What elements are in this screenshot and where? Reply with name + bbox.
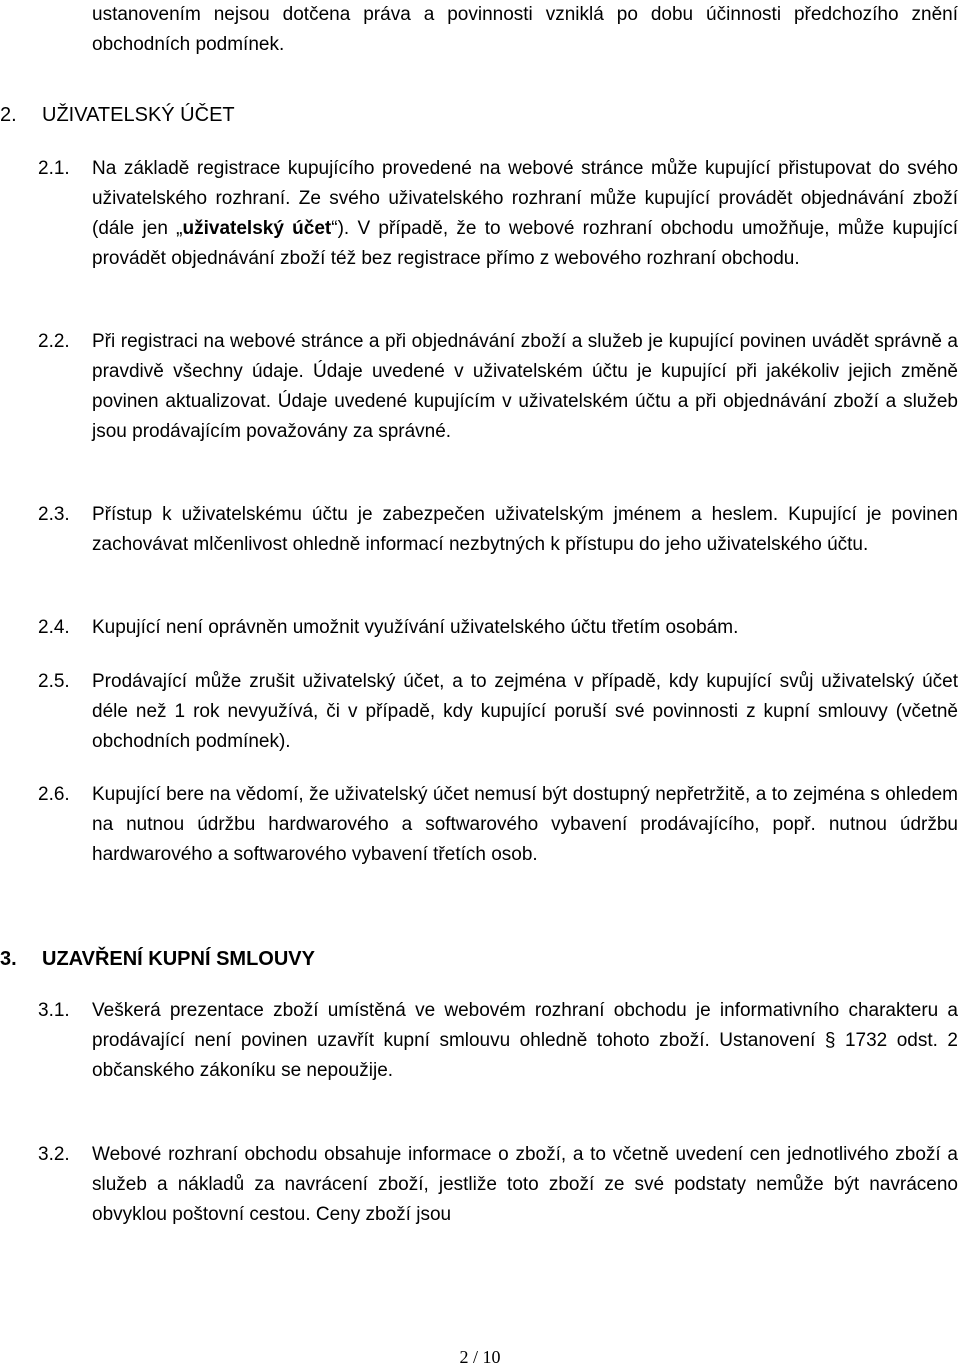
paragraph-number: 2.5.: [38, 671, 70, 692]
paragraph-text: Kupující bere na vědomí, že uživatelský účet nemusí být dostupný nepřetržitě, a to zejména s ohledem na nutnou údržbu hardwarového a softwarového vybavení prodávajícího, popř. nutnou údržbu hardwarového a softwarového vybavení třetích osob.: [92, 784, 958, 865]
paragraph-number: 2.1.: [38, 158, 70, 179]
paragraph-2-3: [38, 500, 958, 560]
section-number: 2.: [0, 104, 17, 126]
paragraph-text: Přístup k uživatelskému účtu je zabezpečen uživatelským jménem a heslem. Kupující je povinen zachovávat mlčenlivost ohledně informací nezbytných k přístupu do jeho uživatelského účtu.: [92, 504, 958, 555]
paragraph-text: Webové rozhraní obchodu obsahuje informace o zboží, a to včetně uvedení cen jednotlivého zboží a služeb a nákladů za navrácení zboží, jestliže toto zboží ze své podstaty nemůže být navráceno obvyklou poštovní cestou. Ceny zboží jsou: [92, 1144, 958, 1225]
defined-term: uživatelský účet: [182, 218, 332, 239]
section-title: UŽIVATELSKÝ ÚČET: [42, 104, 235, 126]
paragraph-number: 3.1.: [38, 1000, 70, 1021]
section-heading-3: [0, 944, 960, 974]
paragraph-text: Kupující není oprávněn umožnit využívání uživatelského účtu třetím osobám.: [92, 617, 739, 638]
paragraph-number: 3.2.: [38, 1144, 70, 1165]
intro-paragraph: ustanovením nejsou dotčena práva a povinnosti vzniklá po dobu účinnosti předchozího znění obchodních podmínek.: [92, 4, 958, 55]
paragraph-2-6: [38, 780, 958, 870]
paragraph-text: Prodávající může zrušit uživatelský účet, a to zejména v případě, kdy kupující svůj uživatelský účet déle než 1 rok nevyužívá, či v případě, kdy kupující poruší své povinnosti z kupní smlouvy (včetně obchodních podmínek).: [92, 671, 958, 752]
paragraph-2-1: [38, 154, 958, 274]
paragraph-3-2: [38, 1140, 958, 1230]
section-number: 3.: [0, 948, 17, 970]
paragraph-number: 2.2.: [38, 331, 70, 352]
section-title: UZAVŘENÍ KUPNÍ SMLOUVY: [42, 948, 315, 970]
paragraph-text: Veškerá prezentace zboží umístěná ve webovém rozhraní obchodu je informativního charakteru a prodávající není povinen uzavřít kupní smlouvu ohledně tohoto zboží. Ustanovení § 1732 odst. 2 občanského zákoníku se nepoužije.: [92, 1000, 958, 1081]
section-heading-2: [0, 100, 960, 130]
paragraph-number: 2.3.: [38, 504, 70, 525]
paragraph-2-5: [38, 667, 958, 757]
paragraph-text: Při registraci na webové stránce a při objednávání zboží a služeb je kupující povinen uvádět správně a pravdivě všechny údaje. Údaje uvedené v uživatelském účtu je kupující při jakékoliv jejich změně povinen aktualizovat. Údaje uvedené kupujícím v uživatelském účtu a při objednávání zboží a služeb jsou prodávajícím považovány za správné.: [92, 331, 958, 442]
paragraph-3-1: [38, 996, 958, 1086]
page-number: 2 / 10: [459, 1347, 501, 1367]
paragraph-number: 2.4.: [38, 617, 70, 638]
paragraph-text: Na základě registrace kupujícího provedené na webové stránce může kupující přistupovat do svého uživatelského rozhraní. Ze svého uživatelského rozhraní může kupující provádět objednávání zboží (dále jen „uživatelský účet“). V případě, že to webové rozhraní obchodu umožňuje, může kupující provádět objednávání zboží též bez registrace přímo z webového rozhraní obchodu.: [92, 158, 958, 269]
paragraph-number: 2.6.: [38, 784, 70, 805]
paragraph-2-4: [38, 613, 958, 643]
paragraph-2-2: [38, 327, 958, 447]
